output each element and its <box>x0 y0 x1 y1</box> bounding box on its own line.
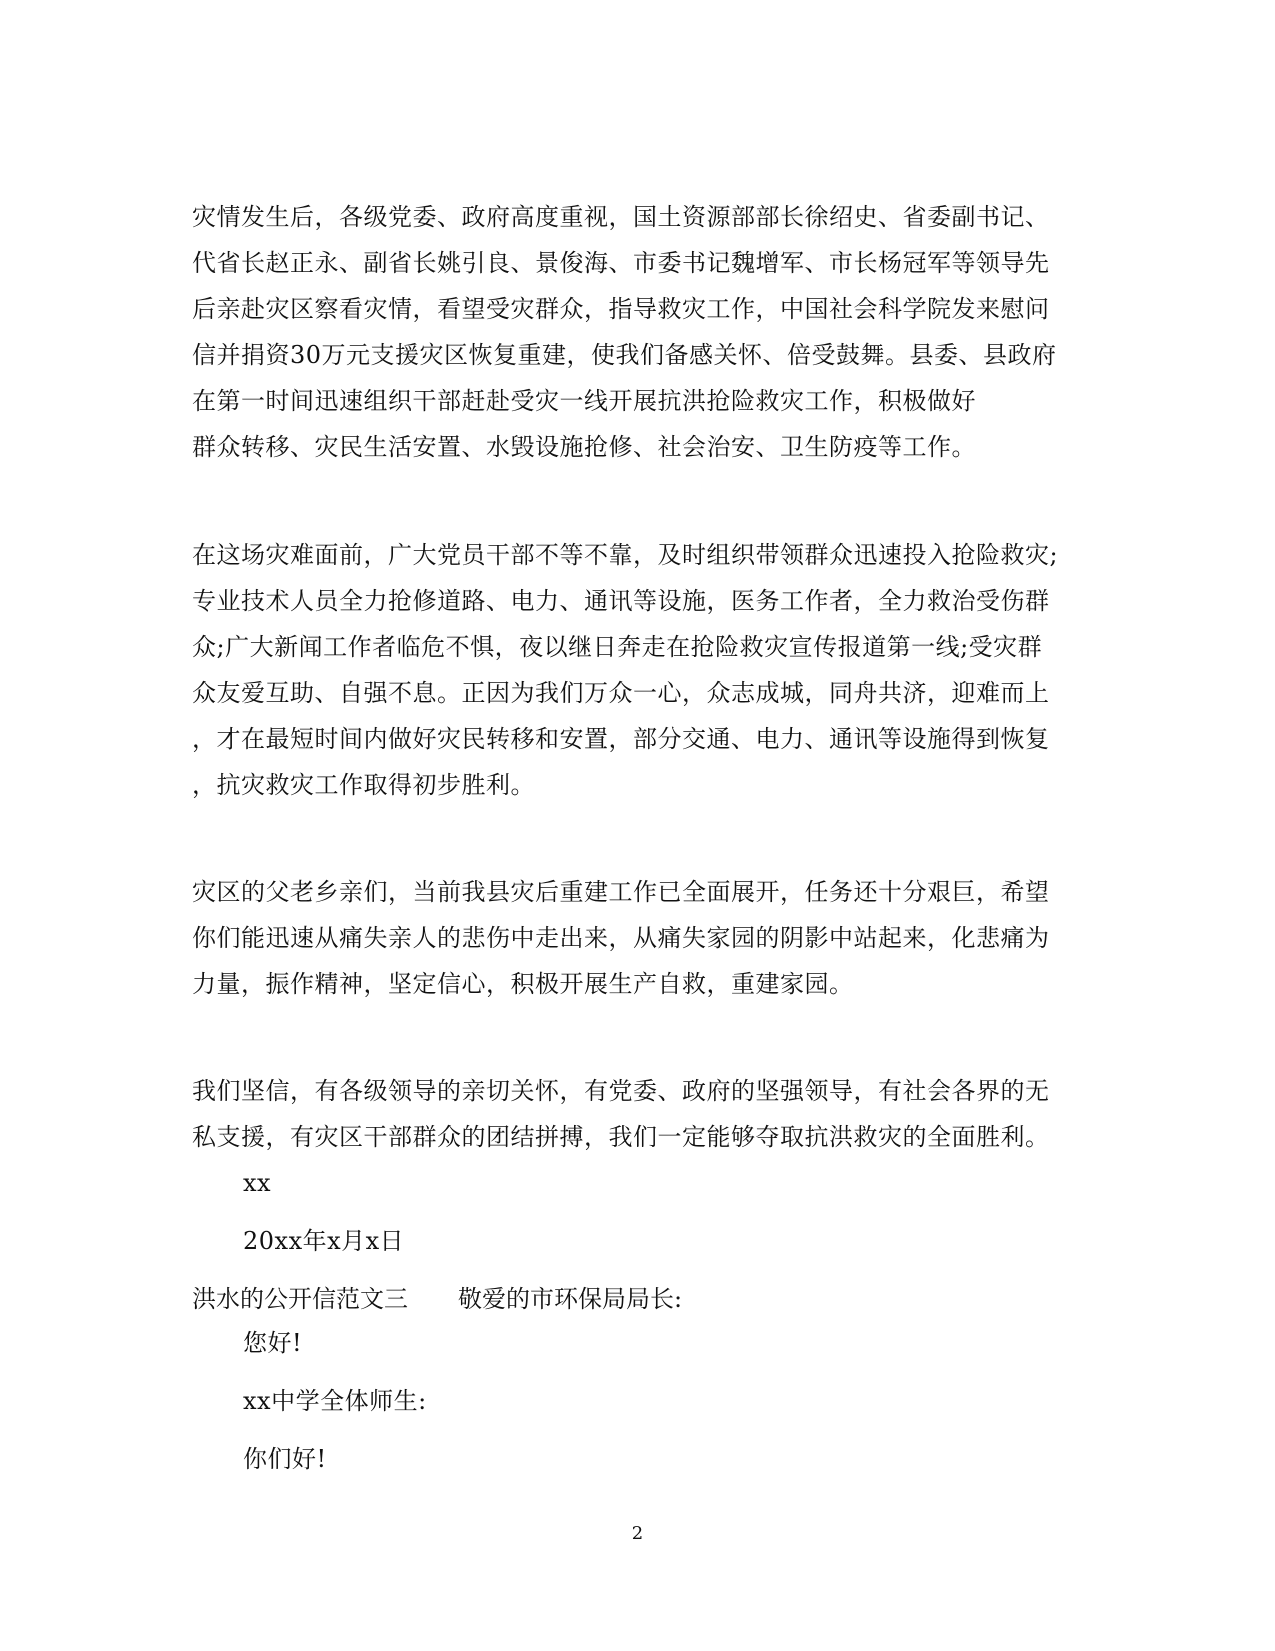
paragraph-2-line-2: 专业技术人员全力抢修道路、电力、通讯等设施，医务工作者，全力救治受伤群 <box>192 587 1050 615</box>
paragraph-2-line-1: 在这场灾难面前，广大党员干部不等不靠，及时组织带领群众迅速投入抢险救灾; <box>192 541 1059 569</box>
paragraph-1-line-4: 信并捐资30万元支援灾区恢复重建，使我们备感关怀、倍受鼓舞。县委、县政府 <box>192 341 1057 369</box>
recipient-2: xx中学全体师生: <box>243 1387 427 1415</box>
paragraph-2-line-6: ，抗灾救灾工作取得初步胜利。 <box>192 771 535 799</box>
paragraph-1-line-3: 后亲赴灾区察看灾情，看望受灾群众，指导救灾工作，中国社会科学院发来慰问 <box>192 295 1050 323</box>
paragraph-3-line-2: 你们能迅速从痛失亲人的悲伤中走出来，从痛失家园的阴影中站起来，化悲痛为 <box>192 924 1050 952</box>
paragraph-1-line-1: 灾情发生后，各级党委、政府高度重视，国土资源部部长徐绍史、省委副书记、 <box>192 203 1050 231</box>
paragraph-2-line-4: 众友爱互助、自强不息。正因为我们万众一心，众志成城，同舟共济，迎难而上 <box>192 679 1050 707</box>
paragraph-2-line-3: 众;广大新闻工作者临危不惧，夜以继日奔走在抢险救灾宣传报道第一线;受灾群 <box>192 633 1043 661</box>
paragraph-3-line-1: 灾区的父老乡亲们，当前我县灾后重建工作已全面展开，任务还十分艰巨，希望 <box>192 878 1050 906</box>
paragraph-3-line-3: 力量，振作精神，坚定信心，积极开展生产自救，重建家园。 <box>192 970 854 998</box>
paragraph-1-line-2: 代省长赵正永、副省长姚引良、景俊海、市委书记魏增军、市长杨冠军等领导先 <box>192 249 1050 277</box>
page-number: 2 <box>631 1523 644 1544</box>
paragraph-1-line-6: 群众转移、灾民生活安置、水毁设施抢修、社会治安、卫生防疫等工作。 <box>192 433 976 461</box>
section-title: 洪水的公开信范文三 <box>192 1285 408 1313</box>
letter-date: 20xx年x月x日 <box>243 1227 405 1255</box>
greeting-2: 你们好! <box>243 1445 327 1473</box>
salutation: 敬爱的市环保局局长: <box>458 1285 683 1313</box>
paragraph-4-line-1: 我们坚信，有各级领导的亲切关怀，有党委、政府的坚强领导，有社会各界的无 <box>192 1077 1050 1105</box>
signature: xx <box>243 1169 272 1197</box>
paragraph-1-line-5: 在第一时间迅速组织干部赶赴受灾一线开展抗洪抢险救灾工作，积极做好 <box>192 387 976 415</box>
greeting-1: 您好! <box>243 1329 303 1357</box>
paragraph-4-line-2: 私支援，有灾区干部群众的团结拼搏，我们一定能够夺取抗洪救灾的全面胜利。 <box>192 1123 1050 1151</box>
section-heading-row <box>192 1284 682 1314</box>
paragraph-2-line-5: ，才在最短时间内做好灾民转移和安置，部分交通、电力、通讯等设施得到恢复 <box>192 725 1050 753</box>
